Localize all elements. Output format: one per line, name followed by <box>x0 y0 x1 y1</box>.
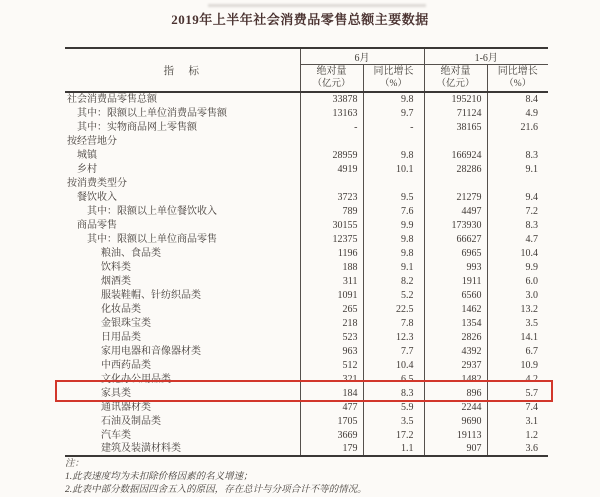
row-label: 按消费类型分 <box>67 177 127 189</box>
statistics-table-wrapper <box>65 47 548 457</box>
header-group-jan-june: 1-6月 <box>424 48 548 65</box>
table-row <box>65 148 548 162</box>
cell-h1_yoy: 6.0 <box>487 274 548 288</box>
header-absolute-label: 绝对量 <box>440 66 471 77</box>
cell-h1_yoy <box>487 176 548 190</box>
footnote-2: 2.此表中部分数据因四舍五入的原因，存在总计与分项合计不等的情况。 <box>65 485 367 495</box>
table-row <box>65 204 548 218</box>
cell-h1_abs: 173930 <box>424 218 487 232</box>
cell-h1_abs: 28286 <box>424 162 487 176</box>
page-title: 2019年上半年社会消费品零售总额主要数据 <box>171 12 429 27</box>
cell-h1_abs: 1911 <box>424 274 487 288</box>
row-label: 通讯器材类 <box>101 401 151 413</box>
cell-h1_yoy: 4.2 <box>487 372 548 386</box>
table-row <box>65 260 548 274</box>
cell-h1_yoy: 10.4 <box>487 246 548 260</box>
cell-jun_abs <box>300 176 363 190</box>
cell-jun_abs: 311 <box>300 274 363 288</box>
cell-h1_yoy: 3.5 <box>487 316 548 330</box>
cell-jun_yoy: 7.6 <box>363 204 424 218</box>
cell-h1_abs <box>424 134 487 148</box>
header-jan-june-absolute <box>424 65 487 93</box>
cell-jun_yoy: 7.8 <box>363 316 424 330</box>
cell-jun_abs: 512 <box>300 358 363 372</box>
footnote-heading: 注： <box>65 459 85 469</box>
cell-h1_abs: 66627 <box>424 232 487 246</box>
row-label: 其中：限额以上单位餐饮收入 <box>87 205 217 217</box>
cell-h1_yoy: 1.2 <box>487 428 548 442</box>
cell-jun_abs: 1196 <box>300 246 363 260</box>
header-yoy-unit: （%） <box>504 79 532 89</box>
cell-jun_yoy: 3.5 <box>363 414 424 428</box>
cell-h1_abs: 896 <box>424 386 487 400</box>
row-label: 建筑及装潢材料类 <box>101 443 181 454</box>
cell-h1_abs: 1354 <box>424 316 487 330</box>
cell-jun_abs: 188 <box>300 260 363 274</box>
cell-h1_abs: 21279 <box>424 190 487 204</box>
table-row <box>65 428 548 442</box>
header-yoy-unit: （%） <box>380 79 407 89</box>
cell-h1_abs: 38165 <box>424 120 487 134</box>
table-header <box>65 48 548 92</box>
cell-jun_yoy: 9.1 <box>363 260 424 274</box>
row-label: 汽车类 <box>101 429 131 441</box>
cell-jun_abs: 33878 <box>300 92 363 106</box>
cell-jun_yoy: 9.8 <box>363 148 424 162</box>
table-row <box>65 288 548 302</box>
table-row <box>65 442 548 456</box>
cell-jun_abs: 28959 <box>300 148 363 162</box>
row-label: 金银珠宝类 <box>101 317 151 329</box>
cell-h1_yoy: 3.0 <box>487 288 548 302</box>
cell-jun_abs: 477 <box>300 400 363 414</box>
row-label: 饮料类 <box>101 261 131 273</box>
cell-jun_abs: 179 <box>300 442 363 456</box>
row-label: 化妆品类 <box>101 303 141 315</box>
footnotes <box>65 458 565 497</box>
cell-jun_yoy: 9.5 <box>363 190 424 204</box>
row-label: 商品零售 <box>77 219 117 231</box>
cell-jun_abs: 30155 <box>300 218 363 232</box>
statistics-table <box>65 47 548 457</box>
row-label: 石油及制品类 <box>101 415 161 427</box>
cell-jun_yoy: 10.1 <box>363 162 424 176</box>
cell-jun_yoy: 9.8 <box>363 246 424 260</box>
cell-h1_abs: 2826 <box>424 330 487 344</box>
cell-h1_abs: 4497 <box>424 204 487 218</box>
cell-jun_abs: 1705 <box>300 414 363 428</box>
row-label: 餐饮收入 <box>77 191 117 203</box>
header-june-yoy <box>363 65 424 93</box>
cell-jun_abs: 12375 <box>300 232 363 246</box>
table-row <box>65 358 548 372</box>
row-label: 其中：限额以上单位商品零售 <box>87 233 217 245</box>
cell-jun_yoy: 17.2 <box>363 428 424 442</box>
cell-h1_abs: 195210 <box>424 92 487 106</box>
cell-jun_abs: 789 <box>300 204 363 218</box>
header-group-june: 6月 <box>300 48 424 65</box>
cell-jun_abs: 321 <box>300 372 363 386</box>
cell-jun_abs <box>300 134 363 148</box>
cell-h1_yoy: 4.9 <box>487 106 548 120</box>
cell-h1_abs: 907 <box>424 442 487 456</box>
cell-h1_yoy: 7.2 <box>487 204 548 218</box>
table-row <box>65 274 548 288</box>
row-label: 城镇 <box>77 149 97 161</box>
cell-jun_abs: 218 <box>300 316 363 330</box>
cell-jun_yoy: 9.8 <box>363 232 424 246</box>
cell-h1_abs: 166924 <box>424 148 487 162</box>
cell-h1_yoy: 6.7 <box>487 344 548 358</box>
cell-h1_yoy: 8.3 <box>487 218 548 232</box>
cell-jun_abs: - <box>300 120 363 134</box>
cell-jun_abs: 13163 <box>300 106 363 120</box>
cell-h1_yoy: 9.4 <box>487 190 548 204</box>
cell-h1_abs: 1482 <box>424 372 487 386</box>
cell-h1_yoy: 7.4 <box>487 400 548 414</box>
row-label: 其中：限额以上单位消费品零售额 <box>77 107 227 119</box>
cell-h1_abs: 2937 <box>424 358 487 372</box>
cell-h1_yoy: 8.4 <box>487 92 548 106</box>
footnote-1: 1.此表速度均为未扣除价格因素的名义增速； <box>65 472 253 482</box>
cell-jun_yoy: 8.3 <box>363 386 424 400</box>
cell-h1_abs <box>424 176 487 190</box>
cell-jun_yoy <box>363 176 424 190</box>
header-june-absolute <box>300 65 363 93</box>
header-indicator: 指 标 <box>65 48 300 92</box>
row-label: 日用品类 <box>101 331 141 343</box>
cell-h1_yoy: 9.9 <box>487 260 548 274</box>
row-label: 其中：实物商品网上零售额 <box>77 121 197 133</box>
cell-jun_yoy: 6.5 <box>363 372 424 386</box>
table-row <box>65 372 548 386</box>
cell-h1_abs: 1462 <box>424 302 487 316</box>
cell-h1_yoy <box>487 134 548 148</box>
row-label: 乡村 <box>77 163 97 175</box>
table-row <box>65 400 548 414</box>
cell-jun_yoy: 9.7 <box>363 106 424 120</box>
cell-h1_yoy: 9.1 <box>487 162 548 176</box>
cell-jun_yoy: 8.2 <box>363 274 424 288</box>
cell-jun_yoy: 22.5 <box>363 302 424 316</box>
header-absolute-unit: （亿元） <box>436 79 475 89</box>
table-row <box>65 330 548 344</box>
header-yoy-label: 同比增长 <box>373 66 414 77</box>
cell-h1_yoy: 13.2 <box>487 302 548 316</box>
table-row <box>65 344 548 358</box>
cell-h1_yoy: 3.1 <box>487 414 548 428</box>
table-row-highlighted <box>65 386 548 400</box>
table-row <box>65 232 548 246</box>
cell-h1_yoy: 8.3 <box>487 148 548 162</box>
cell-jun_abs: 184 <box>300 386 363 400</box>
cell-jun_abs: 3669 <box>300 428 363 442</box>
cell-h1_abs: 993 <box>424 260 487 274</box>
table-row <box>65 190 548 204</box>
cell-jun_yoy: 5.9 <box>363 400 424 414</box>
cell-h1_abs: 6560 <box>424 288 487 302</box>
header-jan-june-yoy <box>487 65 548 93</box>
table-row <box>65 162 548 176</box>
table-row <box>65 414 548 428</box>
cell-jun_abs: 523 <box>300 330 363 344</box>
cell-jun_yoy: 10.4 <box>363 358 424 372</box>
row-label: 家用电器和音像器材类 <box>101 345 201 357</box>
row-label: 家具类 <box>101 387 131 399</box>
cell-jun_yoy: 12.3 <box>363 330 424 344</box>
cell-h1_abs: 4392 <box>424 344 487 358</box>
cell-h1_yoy: 3.6 <box>487 442 548 456</box>
table-row <box>65 106 548 120</box>
table-body <box>65 92 548 456</box>
row-label: 文化办公用品类 <box>101 373 171 385</box>
header-absolute-label: 绝对量 <box>316 66 347 77</box>
cell-h1_abs: 6965 <box>424 246 487 260</box>
cell-h1_abs: 2244 <box>424 400 487 414</box>
cell-h1_yoy: 4.7 <box>487 232 548 246</box>
table-row <box>65 176 548 190</box>
cell-h1_yoy: 21.6 <box>487 120 548 134</box>
table-row <box>65 246 548 260</box>
cell-jun_yoy: - <box>363 120 424 134</box>
cell-jun_abs: 3723 <box>300 190 363 204</box>
cell-h1_yoy: 5.7 <box>487 386 548 400</box>
header-yoy-label: 同比增长 <box>497 66 538 77</box>
cell-jun_yoy: 1.1 <box>363 442 424 456</box>
row-label: 社会消费品零售总额 <box>67 94 157 105</box>
row-label: 服装鞋帽、针纺织品类 <box>101 289 201 301</box>
cell-jun_abs: 963 <box>300 344 363 358</box>
row-label: 粮油、食品类 <box>101 247 161 259</box>
table-row <box>65 120 548 134</box>
cell-jun_abs: 265 <box>300 302 363 316</box>
table-row <box>65 302 548 316</box>
row-label: 中西药品类 <box>101 359 151 371</box>
table-row <box>65 316 548 330</box>
table-row <box>65 92 548 106</box>
header-absolute-unit: （亿元） <box>312 79 351 89</box>
cell-jun_yoy: 9.9 <box>363 218 424 232</box>
cell-jun_yoy: 7.7 <box>363 344 424 358</box>
table-row <box>65 218 548 232</box>
cropped-text-remnant <box>208 4 426 7</box>
row-label: 烟酒类 <box>101 275 131 287</box>
cell-jun_abs: 1091 <box>300 288 363 302</box>
cell-h1_yoy: 10.9 <box>487 358 548 372</box>
cell-jun_yoy: 5.2 <box>363 288 424 302</box>
cell-jun_yoy <box>363 134 424 148</box>
cell-jun_yoy: 9.8 <box>363 92 424 106</box>
table-row <box>65 134 548 148</box>
cell-h1_abs: 19113 <box>424 428 487 442</box>
cell-h1_abs: 9690 <box>424 414 487 428</box>
cell-h1_yoy: 14.1 <box>487 330 548 344</box>
cell-jun_abs: 4919 <box>300 162 363 176</box>
cell-h1_abs: 71124 <box>424 106 487 120</box>
row-label: 按经营地分 <box>67 135 117 147</box>
